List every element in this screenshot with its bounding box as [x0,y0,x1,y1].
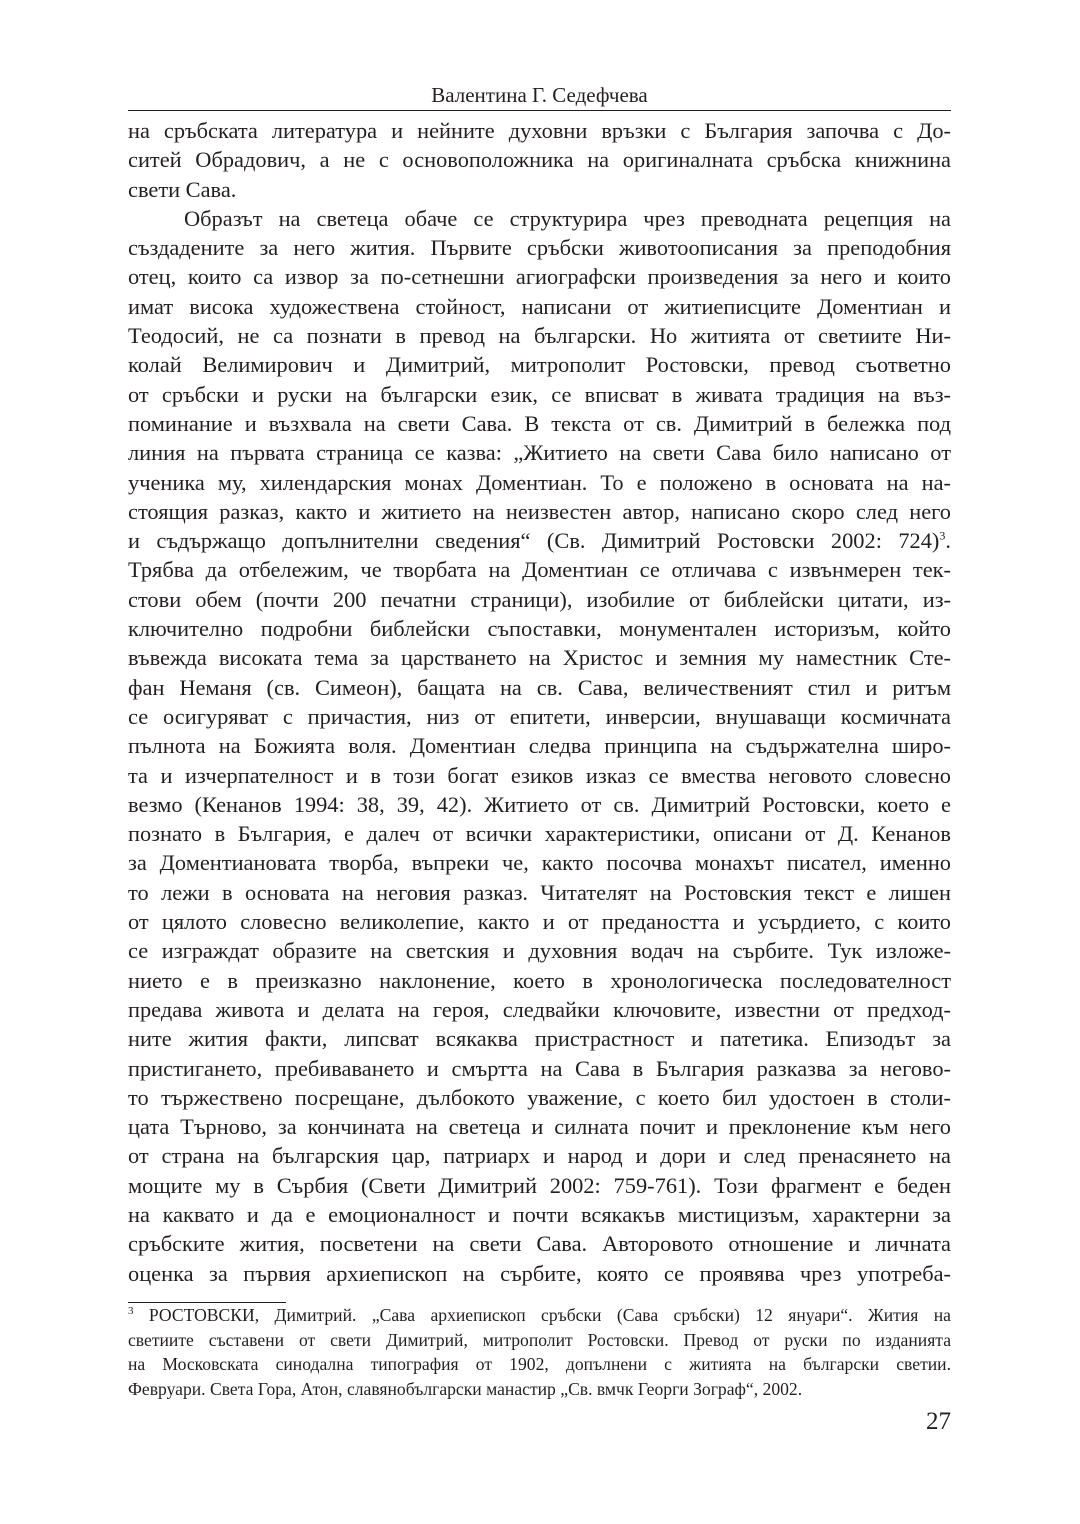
text-line: за Доментиановата творба, въпреки че, както посочва монахът писател, именно [128,850,951,876]
text-line: мощите му в Сърбия (Свети Димитрий 2002: 759-761). Този фрагмент е беден [128,1172,951,1198]
text-line: оценка за първия архиепископ на сърбите, която се проявява чрез употреба- [128,1260,951,1286]
text-line: пристигането, пребиваването и смъртта на Сава в България разказва за негово- [128,1055,951,1081]
text-line: сръбските жития, посветени на свети Сава. Авторовото отношение и личната [128,1231,951,1257]
text-line: цата Търново, за кончината на светеца и силната почит и преклонение към него [128,1114,951,1140]
text-line: ните жития факти, липсват всякаква пристрастност и патетика. Епизодът за [128,1026,951,1052]
page-number: 27 [926,1408,951,1435]
footnote-line: Февруари. Света Гора, Атон, славянобългарски манастир „Св. вмчк Георги Зограф“, 2002. [128,1378,803,1399]
text-line: линия на първата страница се казва: „Житието на свети Сава било написано от [128,440,951,466]
text-line: се изграждат образите на светския и духовния водач на сърбите. Тук изложе- [128,938,951,964]
text-line: пълнота на Божията воля. Доментиан следва принципа на съдържателна широ- [128,733,951,759]
text-line: стоящия разказ, както и житието на неизвестен автор, написано скоро след него [128,498,951,524]
text-line: то лежи в основата на неговия разказ. Читателят на Ростовския текст е лишен [128,879,951,905]
text-line: на каквато и да е емоционалност и почти всякакъв мистицизъм, характерни за [128,1201,951,1227]
text-line: на сръбската литература и нейните духовни връзки с България започва с До- [128,118,951,143]
text-line: поминание и възхвала на свети Сава. В текста от св. Димитрий в бележка под [128,410,951,436]
text-line: познато в България, е далеч от всички характеристики, описани от Д. Кенанов [128,821,951,847]
text-line: Теодосий, не са познати в превод на български. Но житията от светиите Ни- [128,323,951,349]
text-line: колай Велимирович и Димитрий, митрополит Ростовски, превод съответно [128,352,951,378]
text-line: се осигуряват с причастия, низ от епитети, инверсии, внушаващи космичната [128,703,951,729]
text-line: ситей Обрадович, а не с основоположника на оригиналната сръбска книжнина [128,147,951,173]
text-line: фан Неманя (св. Симеон), бащата на св. Сава, величественият стил и ритъм [128,674,951,700]
text-line: стови обем (почти 200 печатни страници), изобилие от библейски цитати, из- [128,586,951,612]
text-line: от цялото словесно великолепие, както и от предаността и усърдието, с които [128,909,951,935]
running-head-title: Валентина Г. Седефчева [431,83,648,107]
footnote-line: светиите съставени от свети Димитрий, митрополит Ростовски. Превод от руски по изданията [128,1329,951,1350]
running-head [128,80,951,111]
text-line: та и изчерпателност и в този богат езиков изказ се вмества неговото словесно [128,762,951,788]
text-line: свети Сава. [128,176,237,202]
text-line: и съдържащо допълнителни сведения“ (Св. Димитрий Ростовски 2002: 724)$^3$. [128,528,951,554]
text-line: от страна на българския цар, патриарх и народ и дори и след пренасянето на [128,1143,951,1169]
text-line: то тържествено посрещане, дълбокото уважение, с което бил удостоен в столи- [128,1084,951,1110]
text-line: Образът на светеца обаче се структурира чрез преводната рецепция на [184,205,951,231]
footnote [128,1303,951,1401]
main-text [128,116,951,1288]
text-line: везмо (Кенанов 1994: 38, 39, 42). Житието от св. Димитрий Ростовски, което е [128,791,951,817]
text-line: въвежда високата тема за царстването на Христос и земния му наместник Сте- [128,645,951,671]
footnote-line [128,1303,951,1328]
footnote-reference[interactable]: 3 [939,528,946,543]
text-line-content: и съдържащо допълнителни сведения“ (Св. Димитрий Ростовски 2002: 724) [128,528,940,554]
text-line: Трябва да отбележим, че творбата на Доментиан се отличава с извънмерен тек- [128,557,951,583]
text-line: ученика му, хилендарския монах Доментиан. То е положено в основата на на- [128,469,951,495]
text-line: ключително подробни библейски съпоставки, монументален историзъм, който [128,616,951,642]
text-line: от сръбски и руски на български език, се вписват в живата традиция на въз- [128,381,951,407]
footnote-marker: 3 [128,1305,134,1318]
text-line: създадените за него жития. Първите сръбски животоописания за преподобния [128,235,951,261]
text-line: отец, които са извор за по-сетнешни агиографски произведения за него и които [128,264,951,290]
footnote-text: РОСТОВСКИ, Димитрий. „Сава архиепископ сръбски (Сава сръбски) 12 януари“. Жития на [148,1305,951,1325]
text-line: имат висока художествена стойност, написани от житиеписците Доментиан и [128,293,951,319]
text-line: нието е в преизказно наклонение, което в хронологическа последователност [128,967,951,993]
text-line: предава живота и делата на героя, следвайки ключовите, известни от предход- [128,996,951,1022]
footnote-line: на Московската синодална типография от 1902, допълнени с житията на български светии. [128,1354,951,1374]
